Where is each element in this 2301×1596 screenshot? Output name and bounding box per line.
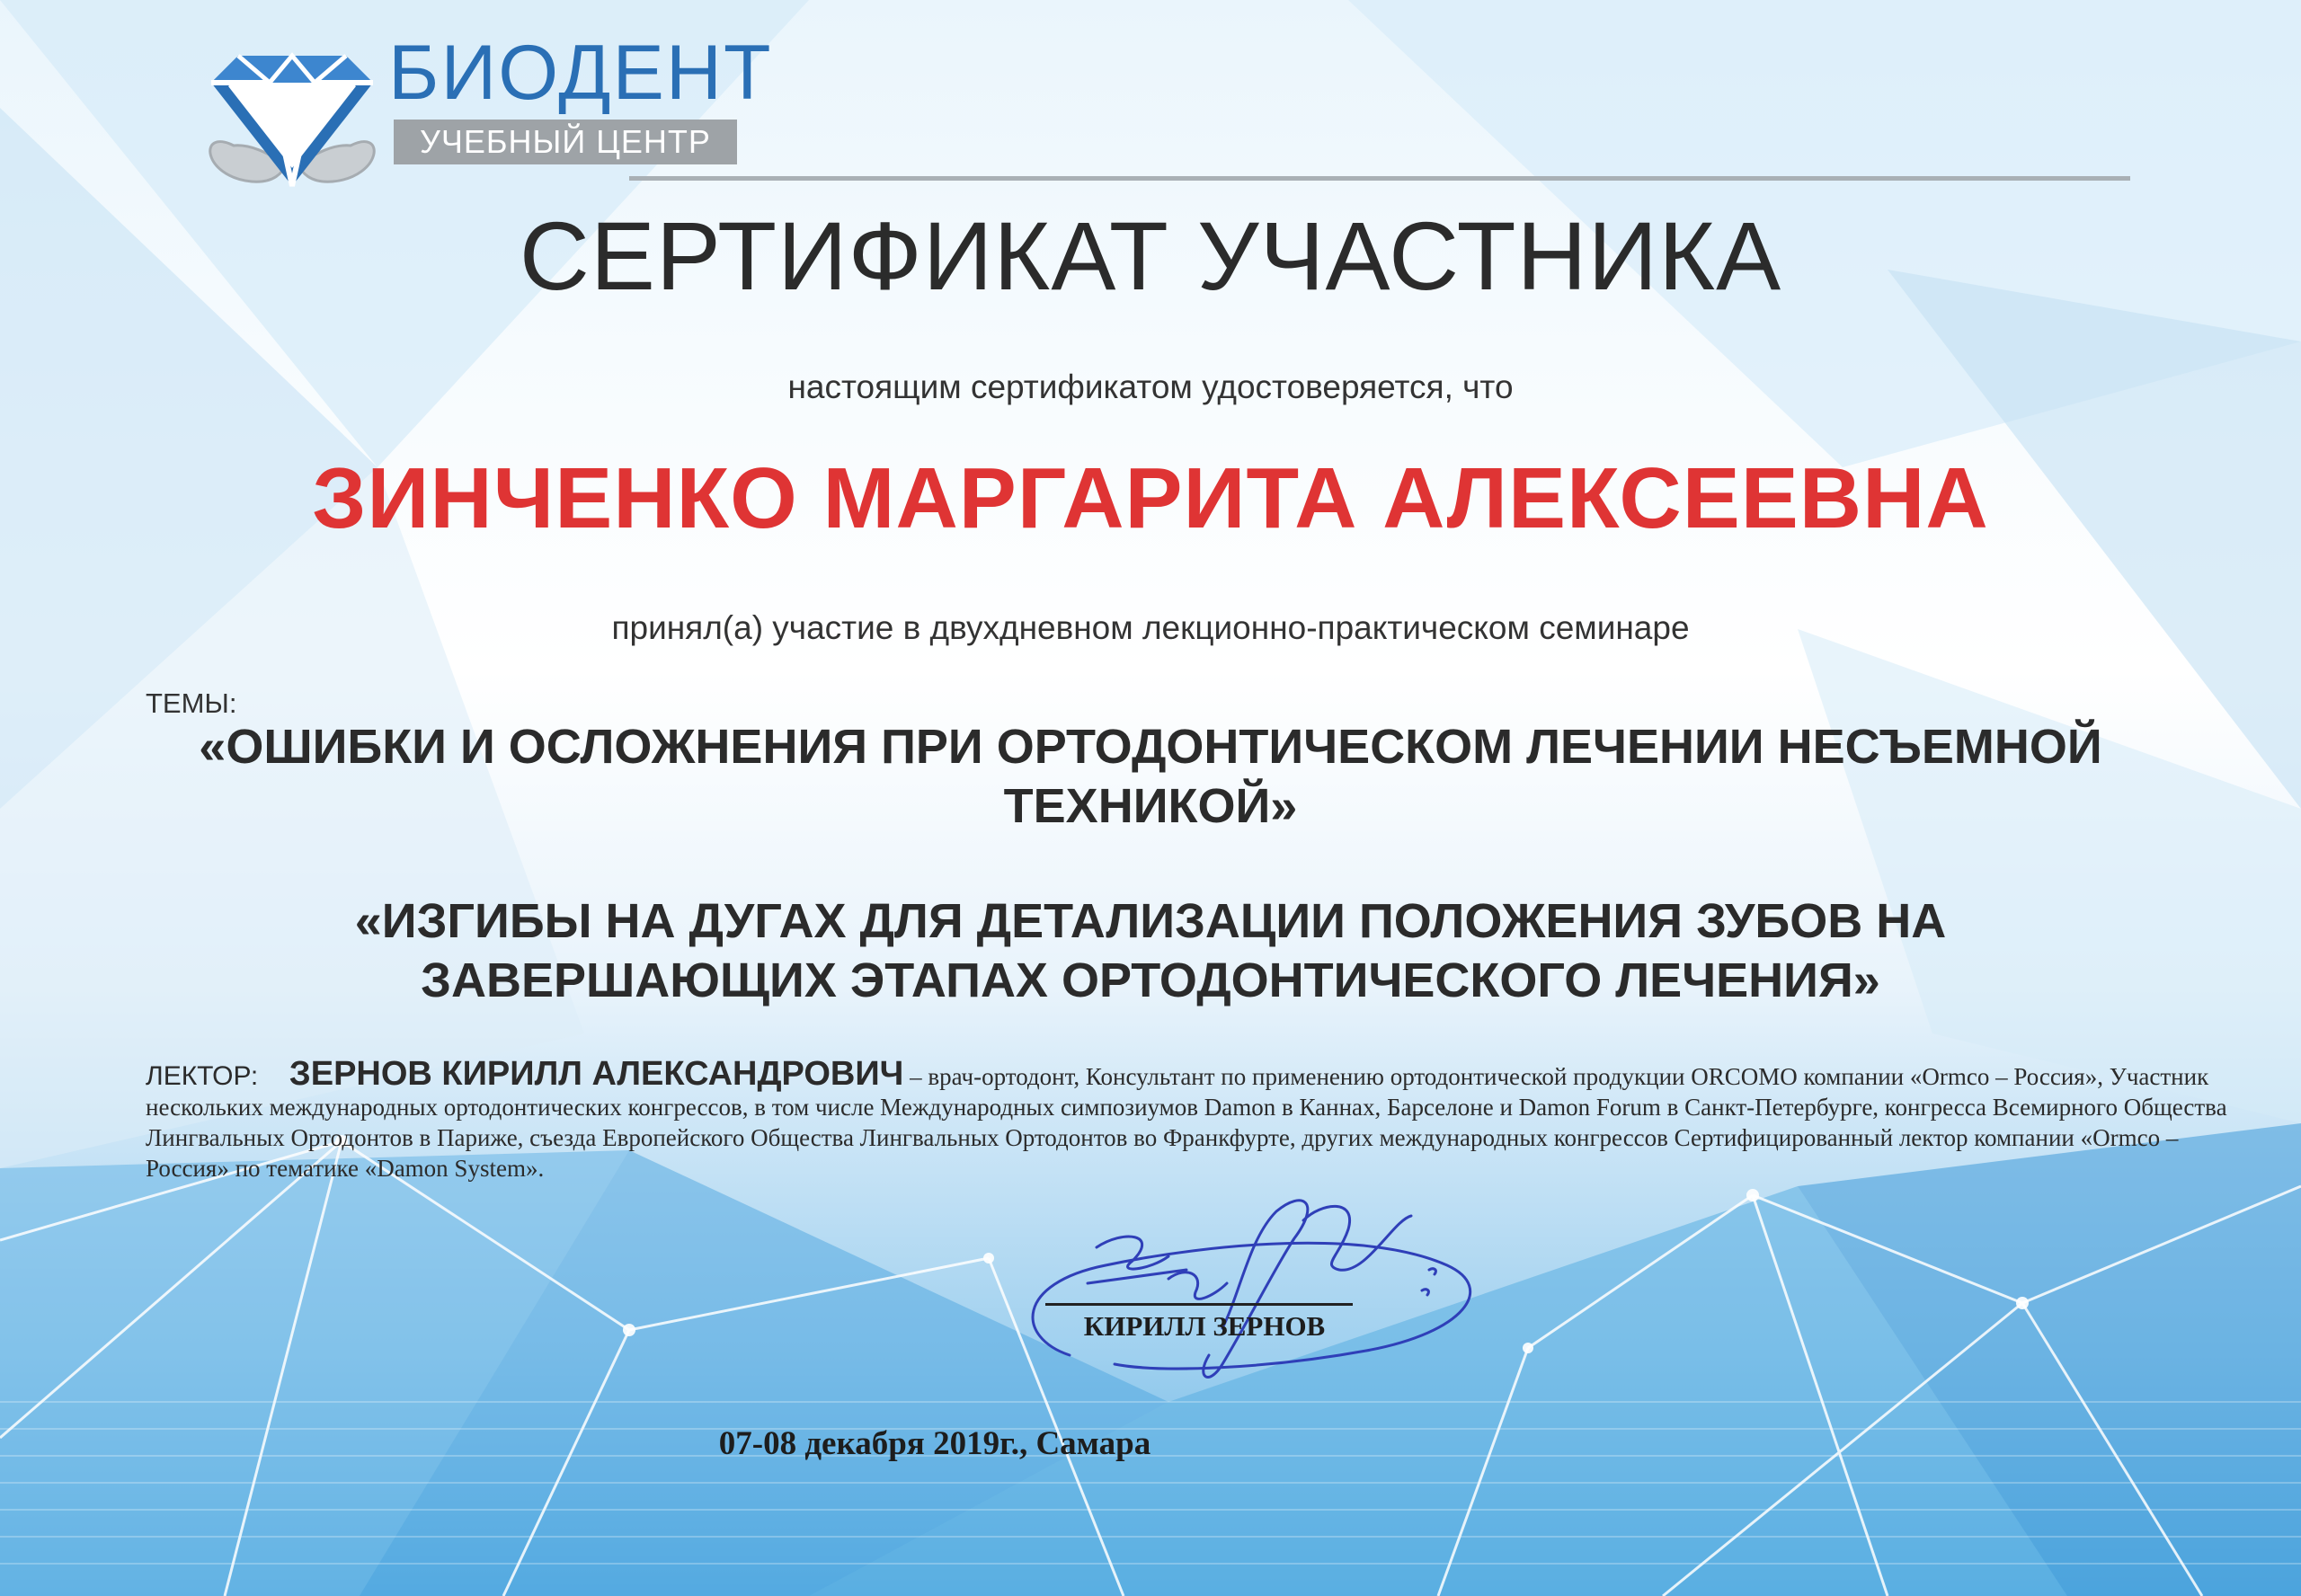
- topic-2: «ИЗГИБЫ НА ДУГАХ ДЛЯ ДЕТАЛИЗАЦИИ ПОЛОЖЕНИЯ ЗУБОВ НА ЗАВЕРШАЮЩИХ ЭТАПАХ ОРТОДОНТИЧЕСКОГО ЛЕЧЕНИЯ»: [354, 894, 1947, 1007]
- header-divider: [629, 176, 2130, 181]
- signature-line: [1045, 1303, 1353, 1306]
- handwritten-signature: [980, 1184, 1483, 1391]
- participant-name: ЗИНЧЕНКО МАРГАРИТА АЛЕКСЕЕВНА: [312, 450, 1989, 546]
- themes-label: ТЕМЫ:: [146, 687, 237, 719]
- date-place: 07-08 декабря 2019г., Самара: [718, 1425, 1151, 1462]
- diamond-leaves-icon: [198, 20, 386, 200]
- lecturer-name: ЗЕРНОВ КИРИЛЛ АЛЕКСАНДРОВИЧ: [289, 1055, 904, 1093]
- topic-1: «ОШИБКИ И ОСЛОЖНЕНИЯ ПРИ ОРТОДОНТИЧЕСКОМ ЛЕЧЕНИИ НЕСЪЕМНОЙ ТЕХНИКОЙ»: [199, 720, 2102, 833]
- certificate-title: СЕРТИФИКАТ УЧАСТНИКА: [519, 201, 1782, 310]
- brand-subtitle: УЧЕБНЫЙ ЦЕНТР: [394, 120, 737, 164]
- lecturer-block: [146, 1055, 2249, 1184]
- lecturer-label: ЛЕКТОР:: [146, 1061, 259, 1091]
- brand-name: БИОДЕНТ: [388, 30, 773, 116]
- lecturer-bio: – врач-ортодонт, Консультант по применению ортодонтической продукции ORCOMO компании «Ormco – Россия», Участник нескольких международных ортодонтических конгрессов, в том числе Международных симпозиумов Damon в Каннах, Барселоне и Damon Forum в Санкт-Петербурге, конгресса Всемирного Общества Лингвальных Ортодонтов в Париже, съезда Европейского Общества Лингвальных Ортодонтов во Франкфурте, других международных конгрессов Сертифицированный лектор компании «Ormco – Россия» по тематике «Damon System».: [146, 1063, 2227, 1182]
- signer-name: КИРИЛЛ ЗЕРНОВ: [1083, 1310, 1326, 1342]
- participation-text: принял(а) участие в двухдневном лекционно-практическом семинаре: [611, 609, 1690, 646]
- certify-text: настоящим сертификатом удостоверяется, что: [787, 368, 1514, 405]
